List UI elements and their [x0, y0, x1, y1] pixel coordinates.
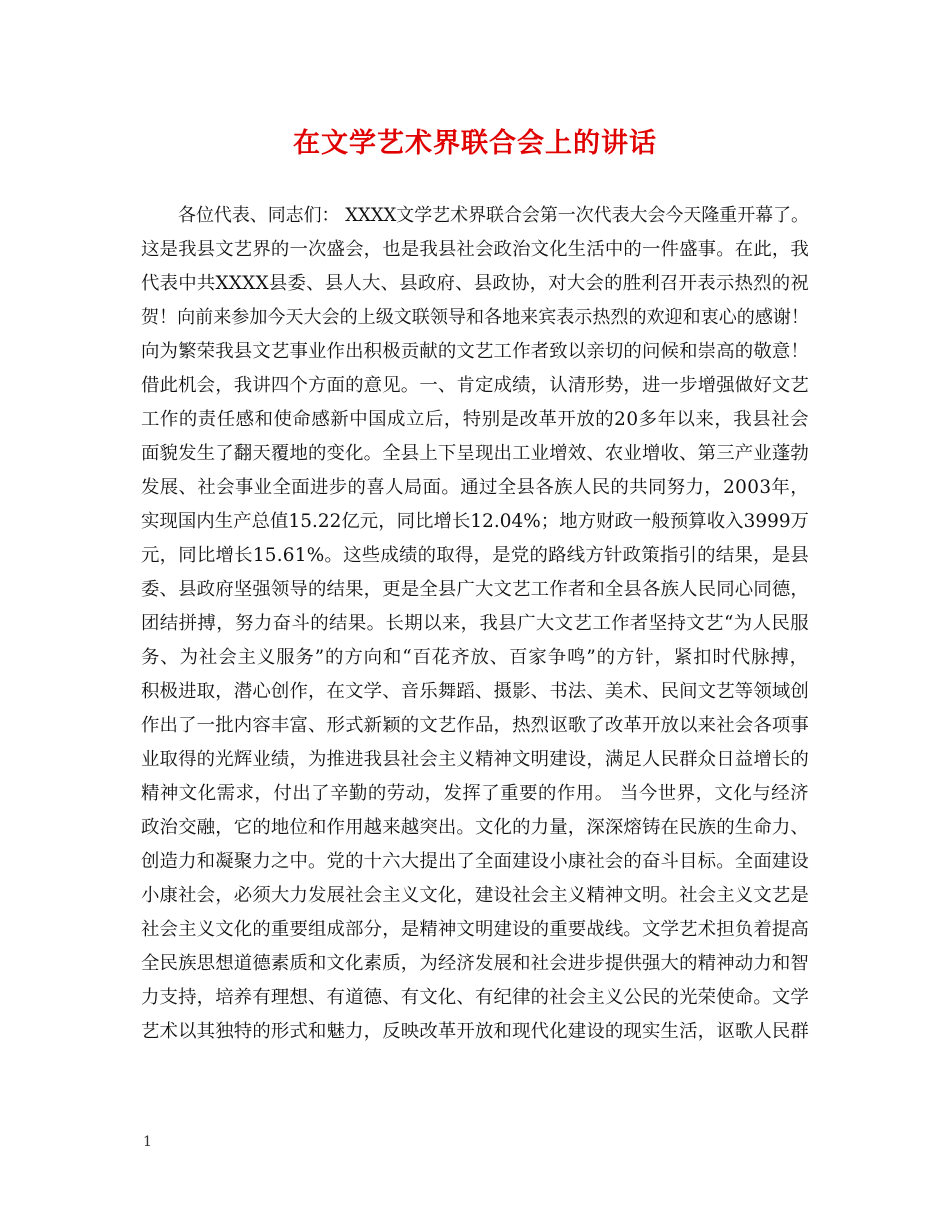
body-line: 力支持，培养有理想、有道德、有文化、有纪律的社会主义公民的光荣使命。文学: [141, 987, 809, 1008]
page-number: 1: [143, 1134, 152, 1150]
body-line: 各位代表、同志们： XXXX文学艺术界联合会第一次代表大会今天隆重开幕了。: [178, 205, 809, 226]
document-body: [141, 199, 809, 1049]
body-line: 实现国内生产总值15.22亿元，同比增长12.04%；地方财政一般预算收入3999万: [141, 511, 809, 532]
body-line: 借此机会，我讲四个方面的意见。一、肯定成绩，认清形势，进一步增强做好文艺: [141, 375, 809, 396]
body-line: 团结拼搏，努力奋斗的结果。长期以来，我县广大文艺工作者坚持文艺“为人民服: [141, 613, 809, 634]
body-line: 社会主义文化的重要组成部分，是精神文明建设的重要战线。文学艺术担负着提高: [141, 919, 809, 940]
body-line: 委、县政府坚强领导的结果，更是全县广大文艺工作者和全县各族人民同心同德，: [141, 579, 809, 600]
body-line: 创造力和凝聚力之中。党的十六大提出了全面建设小康社会的奋斗目标。全面建设: [141, 851, 809, 872]
body-line: 艺术以其独特的形式和魅力，反映改革开放和现代化建设的现实生活，讴歌人民群: [141, 1021, 809, 1042]
body-line: 向为繁荣我县文艺事业作出积极贡献的文艺工作者致以亲切的问候和崇高的敬意！: [141, 341, 809, 362]
body-line: 积极进取，潜心创作，在文学、音乐舞蹈、摄影、书法、美术、民间文艺等领域创: [141, 681, 809, 702]
body-line: 发展、社会事业全面进步的喜人局面。通过全县各族人民的共同努力，2003年，: [141, 477, 809, 498]
body-line: 作出了一批内容丰富、形式新颖的文艺作品，热烈讴歌了改革开放以来社会各项事: [141, 715, 809, 736]
body-line: 小康社会，必须大力发展社会主义文化，建设社会主义精神文明。社会主义文艺是: [141, 885, 809, 906]
body-line: 面貌发生了翻天覆地的变化。全县上下呈现出工业增效、农业增收、第三产业蓬勃: [141, 443, 809, 464]
body-line: 代表中共XXXX县委、县人大、县政府、县政协，对大会的胜利召开表示热烈的祝: [141, 273, 809, 294]
body-line: 业取得的光辉业绩，为推进我县社会主义精神文明建设，满足人民群众日益增长的: [141, 749, 809, 770]
document-title: 在文学艺术界联合会上的讲话: [293, 128, 657, 159]
body-line: 务、为社会主义服务”的方向和“百花齐放、百家争鸣”的方针，紧扣时代脉搏，: [141, 647, 809, 668]
body-line: 贺！向前来参加今天大会的上级文联领导和各地来宾表示热烈的欢迎和衷心的感谢！: [141, 307, 809, 328]
body-line: 元，同比增长15.61%。这些成绩的取得，是党的路线方针政策指引的结果，是县: [141, 545, 809, 566]
body-line: 政治交融，它的地位和作用越来越突出。文化的力量，深深熔铸在民族的生命力、: [141, 817, 809, 838]
body-line: 这是我县文艺界的一次盛会，也是我县社会政治文化生活中的一件盛事。在此，我: [141, 239, 809, 260]
body-line: 全民族思想道德素质和文化素质，为经济发展和社会进步提供强大的精神动力和智: [141, 953, 809, 974]
body-line: 精神文化需求，付出了辛勤的劳动，发挥了重要的作用。 当今世界，文化与经济: [141, 783, 809, 804]
body-line: 工作的责任感和使命感新中国成立后，特别是改革开放的20多年以来，我县社会: [141, 409, 809, 430]
